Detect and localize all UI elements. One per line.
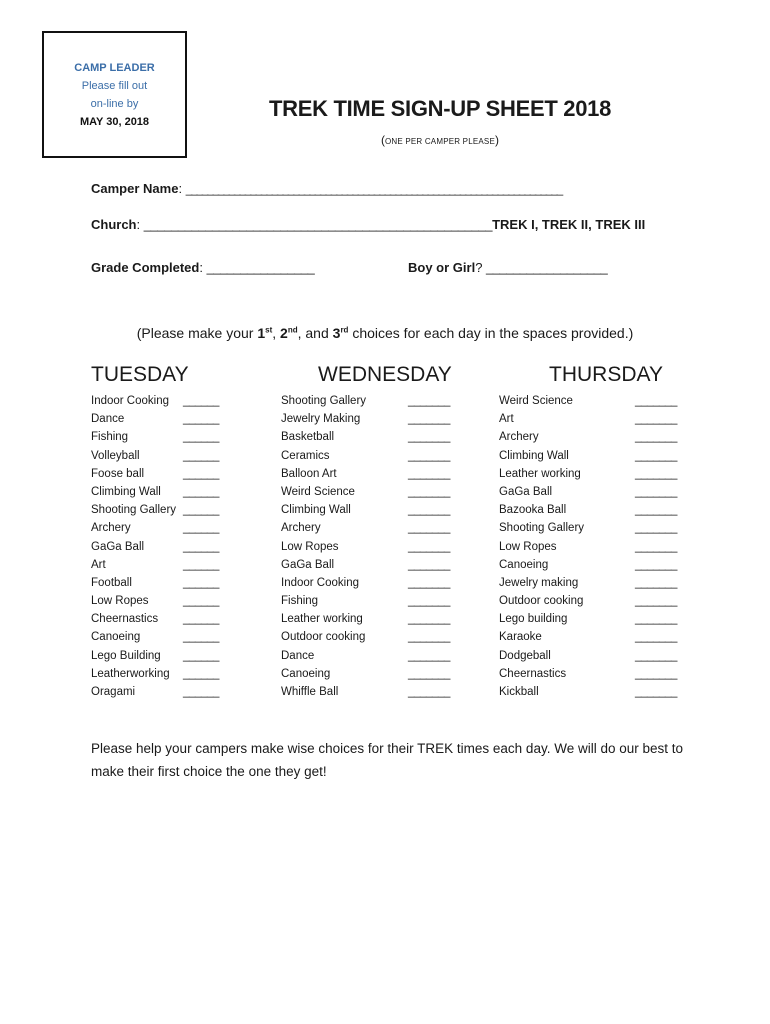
choice-blank[interactable]: ______ [183,576,219,589]
choice-blank[interactable]: ______ [183,558,219,571]
choice-blank[interactable]: ______ [183,595,219,608]
activity-row [281,431,461,449]
activity-row [499,668,684,686]
activity-row [499,504,684,522]
choice-blank[interactable]: _______ [408,649,450,662]
camp-leader-notice-box [42,31,187,158]
choice-blank[interactable]: _______ [408,595,450,608]
choice-blank[interactable]: ______ [183,485,219,498]
trek-options: TREK I, TREK II, TREK III [492,217,646,232]
instr-post: choices for each day in the spaces provided.) [348,325,634,341]
wednesday-column [281,363,461,704]
activity-row [281,413,461,431]
instr-and: , and [297,325,333,341]
activity-row [281,395,461,413]
activity-name: Art [499,413,514,426]
instr-first: 1st [257,325,273,341]
activity-row [91,650,231,668]
activity-name: GaGa Ball [91,540,145,553]
choice-blank[interactable]: ______ [183,613,219,626]
grade-completed-field[interactable] [91,260,314,275]
choice-blank[interactable]: _______ [635,540,677,553]
choice-blank[interactable]: _______ [635,485,677,498]
activity-row [91,613,231,631]
choice-blank[interactable]: ______ [183,631,219,644]
choice-blank[interactable]: ______ [183,395,219,407]
day-heading-tuesday: TUESDAY [91,363,189,386]
choice-blank[interactable]: ______ [183,686,219,698]
activity-row [499,595,684,613]
activity-row [499,395,684,413]
activity-name: GaGa Ball [281,558,335,571]
activity-row [91,541,231,559]
choice-blank[interactable]: _______ [635,413,677,426]
choice-blank[interactable]: _______ [635,467,677,480]
activity-row [91,686,231,704]
choice-blank[interactable]: _______ [408,667,450,680]
subtitle-close-paren: ) [495,133,499,147]
activity-name: Whiffle Ball [281,686,339,698]
activity-row [91,559,231,577]
activity-name: Dodgeball [499,649,551,662]
activity-row [499,431,684,449]
choice-blank[interactable]: ______ [183,449,219,462]
activity-name: Weird Science [281,485,355,498]
choice-blank[interactable]: _______ [408,413,450,426]
activity-name: Leatherworking [91,667,170,680]
choice-blank[interactable]: _______ [635,576,677,589]
grade-colon: : [199,260,203,275]
activity-name: Art [91,558,106,571]
instr-comma: , [272,325,281,341]
activity-name: Low Ropes [499,540,557,553]
activity-name: Bazooka Ball [499,504,567,517]
choice-blank[interactable]: _______ [408,395,450,407]
choice-blank[interactable]: _______ [408,540,450,553]
choice-blank[interactable]: _______ [635,449,677,462]
page-title: TREK TIME SIGN-UP SHEET 2018 [268,96,612,121]
activity-name: Leather working [499,467,581,480]
choice-blank[interactable]: _______ [408,631,450,644]
choice-blank[interactable]: _______ [635,522,677,535]
grade-line[interactable]: ________________ [206,260,315,275]
activity-row [281,668,461,686]
camper-name-line[interactable]: ______________________________________________________________________ [185,182,562,196]
activity-row [281,577,461,595]
camper-name-colon: : [178,181,183,196]
choice-blank[interactable]: _______ [635,649,677,662]
leader-box-deadline: MAY 30, 2018 [79,116,150,128]
leader-box-heading: CAMP LEADER [74,62,155,74]
activity-name: Weird Science [499,395,573,407]
church-line[interactable]: ___________________________________________________ [143,217,493,232]
choice-blank[interactable]: _______ [635,504,677,517]
activity-row [499,413,684,431]
activity-row [499,631,684,649]
activity-row [91,522,231,540]
choice-blank[interactable]: ______ [183,431,219,444]
choice-blank[interactable]: _______ [408,558,450,571]
choice-blank[interactable]: ______ [183,649,219,662]
choice-blank[interactable]: _______ [408,613,450,626]
grade-label: Grade Completed [91,260,200,275]
choice-blank[interactable]: _______ [408,686,450,698]
activity-name: Cheernastics [91,613,159,626]
activity-row [499,522,684,540]
activity-name: Canoeing [91,631,141,644]
activity-row [91,395,231,413]
choice-blank[interactable]: _______ [408,485,450,498]
activity-row [281,631,461,649]
activity-row [91,504,231,522]
activity-name: Archery [499,431,539,444]
thursday-column [499,363,684,704]
activity-row [281,595,461,613]
choice-instructions [0,325,770,341]
activity-name: Fishing [281,595,319,608]
activity-row [499,541,684,559]
leader-box-line-2: Please fill out [81,80,148,92]
activity-row [281,686,461,704]
choice-blank[interactable]: _______ [635,667,677,680]
choice-blank[interactable]: _______ [635,631,677,644]
boy-girl-question: ? [475,260,483,275]
choice-blank[interactable]: _______ [635,558,677,571]
choice-blank[interactable]: _______ [635,431,677,444]
activity-row [499,686,684,704]
choice-blank[interactable]: _______ [408,431,450,444]
activity-name: Lego Building [91,649,161,662]
activity-row [91,595,231,613]
church-label: Church [91,217,137,232]
activity-name: Outdoor cooking [499,595,584,608]
day-heading-wednesday: WEDNESDAY [318,363,452,386]
activity-name: Low Ropes [91,595,149,608]
activity-name: Fishing [91,431,129,444]
tuesday-column [91,363,231,704]
camper-name-field[interactable] [91,181,562,196]
choice-blank[interactable]: ______ [183,467,219,480]
activity-row [91,413,231,431]
activity-row [281,613,461,631]
activity-row [91,450,231,468]
activity-name: Outdoor cooking [281,631,366,644]
activity-name: Climbing Wall [281,504,351,517]
activity-name: Archery [281,522,321,535]
activity-row [281,559,461,577]
activity-name: Football [91,576,132,589]
choice-blank[interactable]: _______ [635,395,677,407]
activity-row [91,577,231,595]
activity-row [91,668,231,686]
choice-blank[interactable]: _______ [408,467,450,480]
instr-second: 2nd [280,325,298,341]
activity-row [91,486,231,504]
activity-row [281,522,461,540]
activity-row [91,631,231,649]
choice-blank[interactable]: _______ [408,576,450,589]
activity-name: Volleyball [91,449,140,462]
choice-blank[interactable]: _______ [635,686,677,698]
choice-blank[interactable]: _______ [635,595,677,608]
activity-name: Dance [91,413,125,426]
activity-name: Indoor Cooking [91,395,169,407]
activity-name: Basketball [281,431,335,444]
boy-girl-label: Boy or Girl [408,260,476,275]
activity-name: Dance [281,649,315,662]
activity-row [281,486,461,504]
activity-row [91,468,231,486]
closing-note: Please help your campers make wise choices for their TREK times each day. We will do our best to make their first choice the one they get! [91,741,684,779]
activity-name: Jewelry making [499,576,579,589]
choice-blank[interactable]: ______ [183,522,219,535]
activity-name: Foose ball [91,467,145,480]
activity-name: Cheernastics [499,667,567,680]
activity-name: Climbing Wall [91,485,161,498]
activity-row [281,504,461,522]
choice-blank[interactable]: ______ [183,667,219,680]
choice-blank[interactable]: ______ [183,504,219,517]
activity-name: GaGa Ball [499,485,553,498]
activity-row [499,577,684,595]
activity-row [499,450,684,468]
choice-blank[interactable]: ______ [183,540,219,553]
day-heading-thursday: THURSDAY [549,363,663,386]
activity-name: Indoor Cooking [281,576,359,589]
camper-name-label: Camper Name [91,181,179,196]
activity-name: Ceramics [281,449,330,462]
instr-third: 3rd [332,325,349,341]
activity-name: Balloon Art [281,467,337,480]
activity-name: Karaoke [499,631,542,644]
choice-blank[interactable]: _______ [408,522,450,535]
activity-row [499,559,684,577]
activity-name: Archery [91,522,131,535]
activity-name: Climbing Wall [499,449,569,462]
activity-row [281,541,461,559]
activity-name: Oragami [91,686,136,698]
instr-pre: (Please make your [136,325,258,341]
activity-name: Kickball [499,686,539,698]
subtitle-open-paren: ( [380,133,385,147]
activity-row [91,431,231,449]
church-colon: : [136,217,141,232]
activity-row [281,468,461,486]
activity-name: Leather working [281,613,363,626]
boy-girl-line[interactable]: __________________ [486,260,608,275]
activity-name: Canoeing [499,558,549,571]
activity-name: Shooting Gallery [91,504,177,517]
activity-row [281,450,461,468]
activity-row [499,613,684,631]
choice-blank[interactable]: ______ [183,413,219,426]
activity-name: Lego building [499,613,568,626]
activity-name: Shooting Gallery [281,395,367,407]
activity-name: Canoeing [281,667,331,680]
leader-box-line-3: on-line by [90,98,139,110]
church-field[interactable] [91,217,645,232]
choice-blank[interactable]: _______ [635,613,677,626]
activity-row [499,650,684,668]
activity-name: Jewelry Making [281,413,361,426]
activity-name: Shooting Gallery [499,522,585,535]
choice-blank[interactable]: _______ [408,449,450,462]
activity-row [499,468,684,486]
choice-blank[interactable]: _______ [408,504,450,517]
boy-or-girl-field[interactable] [408,260,607,275]
activity-name: Low Ropes [281,540,339,553]
subtitle-text: ONE PER CAMPER PLEASE [384,137,495,146]
activity-row [499,486,684,504]
page-subtitle [240,133,640,147]
activity-row [281,650,461,668]
